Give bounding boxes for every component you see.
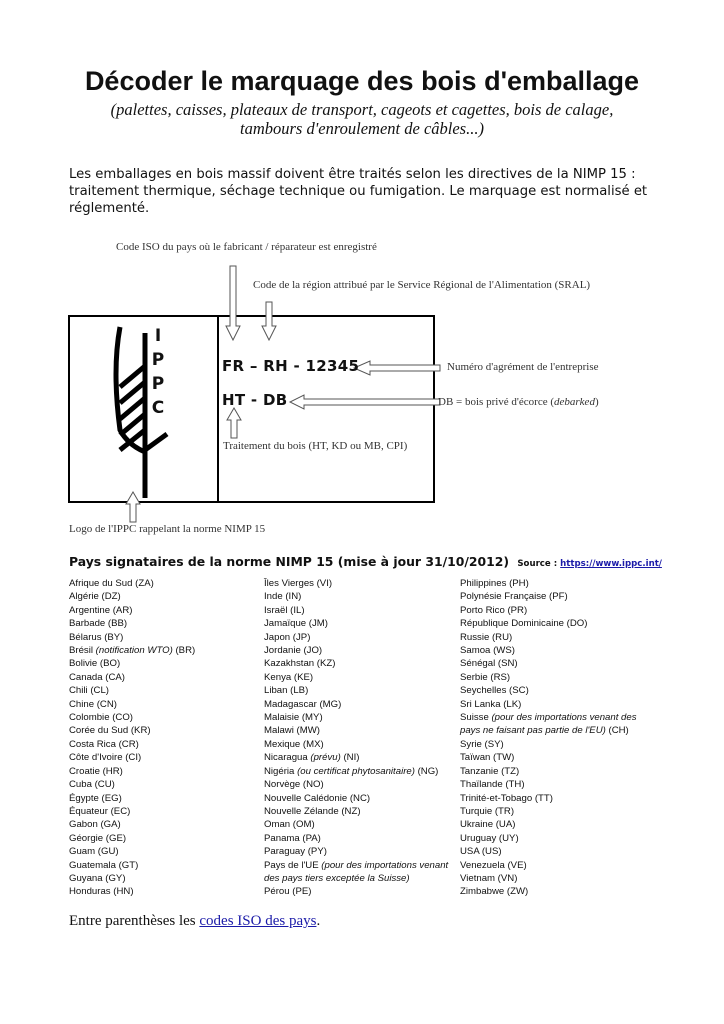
list-item: Guyana (GY) (69, 872, 126, 884)
list-item: Malaisie (MY) (264, 712, 323, 724)
arrow-logo-icon (126, 492, 140, 522)
list-item: Zimbabwe (ZW) (460, 886, 529, 898)
list-item: Serbie (RS) (460, 671, 511, 683)
ippc-letter-i: I (154, 326, 162, 346)
list-item: Guatemala (GT) (69, 859, 139, 871)
list-item: Algérie (DZ) (69, 591, 121, 603)
list-item: Oman (OM) (264, 819, 315, 831)
list-item: Kenya (KE) (264, 671, 314, 683)
marking-diagram (0, 230, 724, 550)
list-item: Syrie (SY) (460, 738, 504, 750)
footer-suffix: . (316, 913, 321, 929)
list-item: Honduras (HN) (69, 886, 134, 898)
list-item: Mexique (MX) (264, 738, 324, 750)
list-item: Cuba (CU) (69, 779, 115, 791)
list-item: Pérou (PE) (264, 886, 312, 898)
country-name: Nigéria (264, 765, 295, 777)
list-item: Barbade (BB) (69, 618, 128, 630)
country-note: (prévu) (310, 752, 341, 764)
list-item: Malawi (MW) (264, 725, 320, 737)
list-item: Taïwan (TW) (460, 752, 515, 764)
ippc-letter-p1: P (151, 350, 165, 370)
signatories-title: Pays signataires de la norme NIMP 15 (mise à jour 31/10/2012) (69, 554, 510, 569)
page-title: Décoder le marquage des bois d'emballage (84, 66, 640, 96)
country-name: Nicaragua (264, 752, 308, 764)
country-column-3 (460, 577, 645, 899)
label-db (438, 396, 599, 408)
country-name: Suisse (460, 712, 489, 724)
country-name: Pays de l'UE (264, 859, 319, 871)
country-code: (CH) (608, 725, 629, 737)
intro-paragraph: Les emballages en bois massif doivent être traités selon les directives de la NIMP 15 : traitement thermique, séchage technique ou fumigation. Le marquage est normalisé et réglementé. (69, 167, 648, 216)
list-item: Japon (JP) (264, 631, 311, 643)
list-item: Jordanie (JO) (264, 645, 323, 657)
list-item: Nouvelle Calédonie (NC) (264, 792, 371, 804)
list-item: Philippines (PH) (460, 578, 529, 589)
list-item: Polynésie Française (PF) (460, 591, 568, 603)
list-item: Liban (LB) (264, 685, 309, 697)
list-item: Gabon (GA) (69, 819, 121, 831)
list-item: Nouvelle Zélande (NZ) (264, 805, 361, 817)
list-item: Paraguay (PY) (264, 846, 327, 858)
list-item (264, 765, 454, 778)
list-item: Porto Rico (PR) (460, 604, 528, 616)
arrow-traitement-icon (227, 408, 241, 438)
list-item: Tanzanie (TZ) (460, 765, 520, 777)
list-item: Canada (CA) (69, 671, 125, 683)
list-item: Venezuela (VE) (460, 859, 527, 871)
signatories-heading (69, 554, 662, 569)
country-code: (NG) (417, 765, 439, 777)
label-iso-code: Code ISO du pays où le fabricant / réparateur est enregistré (116, 241, 377, 253)
list-item: Uruguay (UY) (460, 832, 519, 844)
country-name: Brésil (69, 645, 93, 657)
source-link[interactable]: https://www.ippc.int/ (560, 559, 662, 569)
list-item: Argentine (AR) (69, 604, 133, 616)
list-item: Norvège (NO) (264, 779, 324, 791)
arrow-iso-icon (226, 266, 240, 340)
country-code: (BR) (175, 645, 196, 657)
footer-prefix: Entre parenthèses les (69, 913, 200, 929)
list-item: Russie (RU) (460, 631, 513, 643)
marking-line-2: HT - DB (222, 391, 288, 409)
list-item (264, 859, 454, 886)
list-item: Madagascar (MG) (264, 698, 342, 710)
source-label: Source : (517, 559, 558, 569)
list-item: Turquie (TR) (460, 805, 515, 817)
list-item: Ukraine (UA) (460, 819, 516, 831)
list-item: Trinité-et-Tobago (TT) (460, 792, 553, 804)
source-block (517, 559, 662, 569)
list-item (460, 711, 645, 738)
list-item: Seychelles (SC) (460, 685, 529, 697)
marking-line-1: FR – RH - 12345 (222, 357, 360, 375)
list-item: Côte d'Ivoire (CI) (69, 752, 142, 764)
country-column-1 (69, 577, 249, 899)
list-item: Équateur (EC) (69, 805, 131, 817)
label-db-prefix: DB = bois privé d'écorce ( (438, 396, 555, 408)
list-item: Corée du Sud (KR) (69, 725, 151, 737)
label-traitement: Traitement du bois (HT, KD ou MB, CPI) (223, 440, 408, 452)
marking-box (69, 316, 434, 502)
label-db-suffix: ) (594, 396, 599, 408)
list-item: Kazakhstan (KZ) (264, 658, 336, 670)
arrow-region-icon (262, 302, 276, 340)
country-note: (ou certificat phytosanitaire) (297, 765, 415, 777)
list-item: Îles Vierges (VI) (264, 578, 333, 589)
list-item (69, 644, 249, 657)
list-item: Géorgie (GE) (69, 832, 127, 844)
list-item: Jamaïque (JM) (264, 618, 328, 630)
label-db-italic: debarked (554, 396, 595, 408)
list-item: Panama (PA) (264, 832, 321, 844)
ippc-letter-p2: P (151, 374, 165, 394)
list-item: Vietnam (VN) (460, 872, 518, 884)
country-note: (pour des importations venant des pays tiers exceptée la Suisse) (264, 859, 449, 884)
label-agrement: Numéro d'agrément de l'entreprise (447, 361, 599, 373)
country-column-2 (264, 577, 454, 899)
list-item: Thaïlande (TH) (460, 779, 525, 791)
footer-note (69, 913, 320, 930)
list-item: Colombie (CO) (69, 712, 133, 724)
list-item: Costa Rica (CR) (69, 738, 139, 750)
list-item: Guam (GU) (69, 846, 119, 858)
list-item (264, 751, 454, 764)
list-item: USA (US) (460, 846, 502, 858)
ippc-letter-c: C (151, 398, 165, 418)
list-item: Bolivie (BO) (69, 658, 121, 670)
list-item: Chili (CL) (69, 685, 109, 697)
country-note: (pour des importations venant des pays ne faisant pas partie de l'EU) (460, 712, 637, 737)
list-item: Chine (CN) (69, 698, 117, 710)
list-item: Afrique du Sud (ZA) (69, 578, 154, 589)
label-region-code: Code de la région attribué par le Service Régional de l'Alimentation (SRAL) (253, 279, 591, 291)
list-item: Bélarus (BY) (69, 631, 124, 643)
list-item: Sénégal (SN) (460, 658, 518, 670)
list-item: Égypte (EG) (69, 792, 122, 804)
list-item: Inde (IN) (264, 591, 302, 603)
list-item: Croatie (HR) (69, 765, 123, 777)
list-item: Samoa (WS) (460, 645, 515, 657)
country-code: (NI) (343, 752, 360, 764)
list-item: Israël (IL) (264, 604, 305, 616)
arrow-db-icon (290, 395, 440, 409)
country-note: (notification WTO) (95, 645, 173, 657)
page-subtitle: (palettes, caisses, plateaux de transport, cageots et cagettes, bois de calage, tambours d'enroulement de câbles...) (110, 100, 614, 138)
iso-codes-link[interactable]: codes ISO des pays (199, 913, 317, 929)
list-item: République Dominicaine (DO) (460, 618, 588, 630)
list-item: Sri Lanka (LK) (460, 698, 522, 710)
label-ippc-logo: Logo de l'IPPC rappelant la norme NIMP 15 (69, 523, 266, 535)
arrow-agrement-icon (354, 361, 440, 375)
